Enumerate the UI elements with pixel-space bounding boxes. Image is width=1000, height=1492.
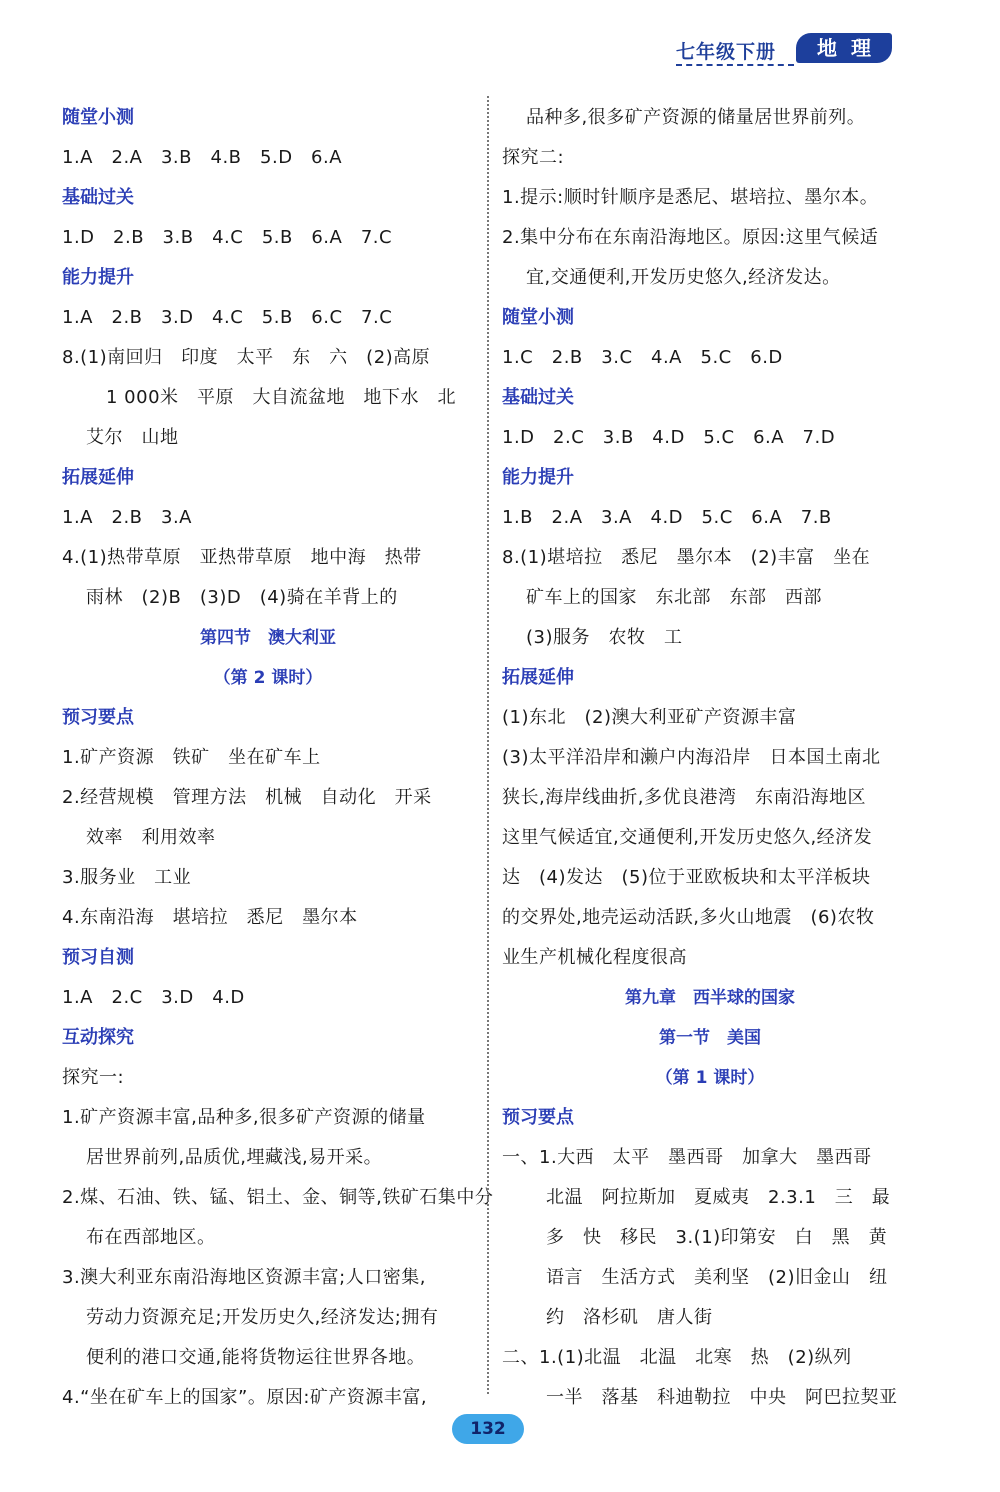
answer-line: 1.D 2.B 3.B 4.C 5.B 6.A 7.C (62, 227, 393, 248)
answer-line: 8.(1)南回归 印度 太平 东 六 (2)高原 (62, 347, 431, 368)
answer-line: 3.澳大利亚东南沿海地区资源丰富;人口密集, (62, 1267, 426, 1288)
answer-line: 探究二: (502, 147, 565, 168)
right-column (502, 98, 918, 1418)
answer-line: 4.(1)热带草原 亚热带草原 地中海 热带 (62, 547, 422, 568)
answer-line: 1.矿产资源丰富,品种多,很多矿产资源的储量 (62, 1107, 426, 1128)
subject-badge: 地理 (796, 33, 892, 63)
answer-line: 劳动力资源充足;开发历史久,经济发达;拥有 (86, 1307, 439, 1328)
section-heading: 随堂小测 (62, 107, 134, 128)
chapter-title: （第 2 课时） (213, 668, 323, 688)
left-column (62, 98, 494, 1418)
answer-line: (1)东北 (2)澳大利亚矿产资源丰富 (502, 707, 797, 728)
answer-line: 二、1.(1)北温 北温 北寒 热 (2)纵列 (502, 1347, 852, 1368)
answer-line: 探究一: (62, 1067, 125, 1088)
section-heading: 基础过关 (502, 387, 574, 408)
answer-line: 1.矿产资源 铁矿 坐在矿车上 (62, 747, 321, 768)
chapter-title: （第 1 课时） (655, 1068, 765, 1088)
answer-line: 8.(1)堪培拉 悉尼 墨尔本 (2)丰富 坐在 (502, 547, 871, 568)
header-underline (676, 64, 794, 66)
answer-line: 一半 落基 科迪勒拉 中央 阿巴拉契亚 (546, 1387, 898, 1408)
answer-line: 矿车上的国家 东北部 东部 西部 (526, 587, 822, 608)
answer-line: 的交界处,地壳运动活跃,多火山地震 (6)农牧 (502, 907, 875, 928)
answer-line: 一、1.大西 太平 墨西哥 加拿大 墨西哥 (502, 1147, 872, 1168)
answer-line: 北温 阿拉斯加 夏威夷 2.3.1 三 最 (546, 1187, 891, 1208)
section-heading: 互动探究 (62, 1027, 134, 1048)
answer-line: 狭长,海岸线曲折,多优良港湾 东南沿海地区 (502, 787, 866, 808)
answer-line: 1.C 2.B 3.C 4.A 5.C 6.D (502, 347, 783, 368)
answer-line: 3.服务业 工业 (62, 867, 192, 888)
answer-line: 1.A 2.B 3.D 4.C 5.B 6.C 7.C (62, 307, 393, 328)
chapter-title: 第一节 美国 (659, 1028, 761, 1048)
section-heading: 预习自测 (62, 947, 134, 968)
answer-line: 2.集中分布在东南沿海地区。原因:这里气候适 (502, 227, 879, 248)
answer-line: 便利的港口交通,能将货物运往世界各地。 (86, 1347, 426, 1368)
answer-line: 效率 利用效率 (86, 827, 216, 848)
answer-line: 居世界前列,品质优,埋藏浅,易开采。 (86, 1147, 383, 1168)
answer-line: 1 000米 平原 大自流盆地 地下水 北 (106, 387, 457, 408)
answer-line: 4.“坐在矿车上的国家”。原因:矿产资源丰富, (62, 1387, 428, 1408)
answer-line: 1.A 2.C 3.D 4.D (62, 987, 245, 1008)
chapter-title: 第九章 西半球的国家 (625, 988, 795, 1008)
chapter-title: 第四节 澳大利亚 (200, 628, 336, 648)
answer-line: 1.A 2.A 3.B 4.B 5.D 6.A (62, 147, 343, 168)
answer-line: 约 洛杉矶 唐人街 (546, 1307, 713, 1328)
section-heading: 预习要点 (62, 707, 134, 728)
answer-line: 语言 生活方式 美利坚 (2)旧金山 纽 (546, 1267, 888, 1288)
answer-line: 雨林 (2)B (3)D (4)骑在羊背上的 (86, 587, 398, 608)
watermark-logo (770, 1400, 990, 1486)
section-heading: 拓展延伸 (502, 667, 574, 688)
answer-line: 多 快 移民 3.(1)印第安 白 黑 黄 (546, 1227, 888, 1248)
answer-line: 2.经营规模 管理方法 机械 自动化 开采 (62, 787, 432, 808)
answer-line: 品种多,很多矿产资源的储量居世界前列。 (526, 107, 866, 128)
column-divider (487, 96, 489, 1394)
answer-line: 1.提示:顺时针顺序是悉尼、堪培拉、墨尔本。 (502, 187, 879, 208)
answer-line: 1.B 2.A 3.A 4.D 5.C 6.A 7.B (502, 507, 832, 528)
answer-line: (3)服务 农牧 工 (526, 627, 683, 648)
answer-line: 宜,交通便利,开发历史悠久,经济发达。 (526, 267, 841, 288)
answer-line: 2.煤、石油、铁、锰、铝土、金、铜等,铁矿石集中分 (62, 1187, 494, 1208)
section-heading: 能力提升 (62, 267, 134, 288)
answer-line: 这里气候适宜,交通便利,开发历史悠久,经济发 (502, 827, 873, 848)
answer-line: (3)太平洋沿岸和濑户内海沿岸 日本国土南北 (502, 747, 881, 768)
answer-line: 4.东南沿海 堪培拉 悉尼 墨尔本 (62, 907, 358, 928)
book-title: 七年级下册 (676, 41, 777, 63)
answer-line: 1.A 2.B 3.A (62, 507, 192, 528)
answer-line: 达 (4)发达 (5)位于亚欧板块和太平洋板块 (502, 867, 871, 888)
answer-line: 布在西部地区。 (86, 1227, 216, 1248)
page-number: 132 (452, 1414, 524, 1444)
section-heading: 随堂小测 (502, 307, 574, 328)
answer-line: 业生产机械化程度很高 (502, 947, 687, 968)
section-heading: 拓展延伸 (62, 467, 134, 488)
section-heading: 能力提升 (502, 467, 574, 488)
answer-line: 艾尔 山地 (86, 427, 179, 448)
answer-line: 1.D 2.C 3.B 4.D 5.C 6.A 7.D (502, 427, 836, 448)
section-heading: 预习要点 (502, 1107, 574, 1128)
section-heading: 基础过关 (62, 187, 134, 208)
